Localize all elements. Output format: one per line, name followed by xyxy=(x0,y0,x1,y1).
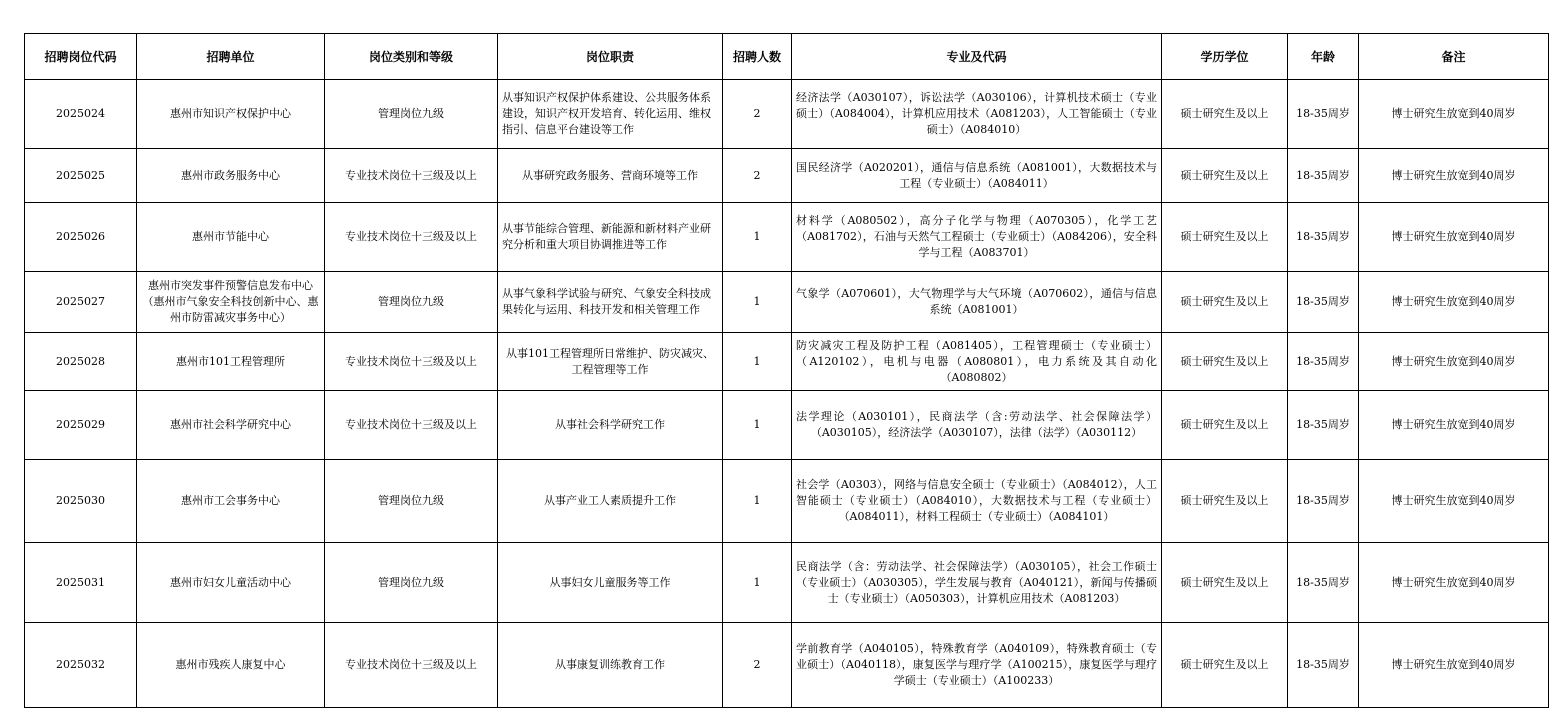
cell-count: 1 xyxy=(723,333,792,391)
header-note: 备注 xyxy=(1359,34,1549,80)
cell-degree: 硕士研究生及以上 xyxy=(1162,391,1288,460)
cell-major: 气象学（A070601），大气物理学与大气环境（A070602），通信与信息系统（A081001） xyxy=(792,272,1162,333)
cell-degree: 硕士研究生及以上 xyxy=(1162,80,1288,149)
cell-age: 18-35周岁 xyxy=(1288,460,1359,543)
cell-unit: 惠州市政务服务中心 xyxy=(137,149,325,203)
cell-age: 18-35周岁 xyxy=(1288,391,1359,460)
cell-duty: 从事研究政务服务、营商环境等工作 xyxy=(498,149,723,203)
cell-code: 2025028 xyxy=(25,333,137,391)
cell-note: 博士研究生放宽到40周岁 xyxy=(1359,460,1549,543)
cell-duty: 从事妇女儿童服务等工作 xyxy=(498,543,723,623)
cell-note: 博士研究生放宽到40周岁 xyxy=(1359,272,1549,333)
cell-age: 18-35周岁 xyxy=(1288,80,1359,149)
cell-unit: 惠州市知识产权保护中心 xyxy=(137,80,325,149)
cell-degree: 硕士研究生及以上 xyxy=(1162,623,1288,708)
cell-count: 1 xyxy=(723,391,792,460)
cell-code: 2025027 xyxy=(25,272,137,333)
cell-duty: 从事知识产权保护体系建设、公共服务体系建设，知识产权开发培育、转化运用、维权指引、信息平台建设等工作 xyxy=(498,80,723,149)
cell-note: 博士研究生放宽到40周岁 xyxy=(1359,623,1549,708)
cell-age: 18-35周岁 xyxy=(1288,203,1359,272)
cell-unit: 惠州市101工程管理所 xyxy=(137,333,325,391)
cell-code: 2025031 xyxy=(25,543,137,623)
cell-degree: 硕士研究生及以上 xyxy=(1162,149,1288,203)
cell-code: 2025025 xyxy=(25,149,137,203)
cell-count: 1 xyxy=(723,272,792,333)
cell-unit: 惠州市节能中心 xyxy=(137,203,325,272)
header-unit: 招聘单位 xyxy=(137,34,325,80)
table-row xyxy=(25,80,1549,149)
cell-duty: 从事气象科学试验与研究、气象安全科技成果转化与运用、科技开发和相关管理工作 xyxy=(498,272,723,333)
cell-category: 专业技术岗位十三级及以上 xyxy=(325,391,498,460)
cell-major: 社会学（A0303），网络与信息安全硕士（专业硕士）（A084012），人工智能硕士（专业硕士）（A084010），大数据技术与工程（专业硕士）（A084011），材料工程硕士（专业硕士）（A084101） xyxy=(792,460,1162,543)
cell-category: 管理岗位九级 xyxy=(325,80,498,149)
header-count: 招聘人数 xyxy=(723,34,792,80)
table-row xyxy=(25,391,1549,460)
cell-code: 2025024 xyxy=(25,80,137,149)
cell-count: 1 xyxy=(723,203,792,272)
cell-note: 博士研究生放宽到40周岁 xyxy=(1359,80,1549,149)
table-row xyxy=(25,623,1549,708)
header-degree: 学历学位 xyxy=(1162,34,1288,80)
cell-note: 博士研究生放宽到40周岁 xyxy=(1359,543,1549,623)
header-duty: 岗位职责 xyxy=(498,34,723,80)
cell-duty: 从事节能综合管理、新能源和新材料产业研究分析和重大项目协调推进等工作 xyxy=(498,203,723,272)
cell-degree: 硕士研究生及以上 xyxy=(1162,272,1288,333)
cell-age: 18-35周岁 xyxy=(1288,333,1359,391)
cell-count: 2 xyxy=(723,80,792,149)
cell-count: 1 xyxy=(723,543,792,623)
cell-duty: 从事康复训练教育工作 xyxy=(498,623,723,708)
cell-duty: 从事社会科学研究工作 xyxy=(498,391,723,460)
table-row xyxy=(25,272,1549,333)
cell-degree: 硕士研究生及以上 xyxy=(1162,460,1288,543)
cell-major: 法学理论（A030101），民商法学（含:劳动法学、社会保障法学）（A030105），经济法学（A030107），法律（法学）（A030112） xyxy=(792,391,1162,460)
cell-unit: 惠州市突发事件预警信息发布中心（惠州市气象安全科技创新中心、惠州市防雷减灾事务中心） xyxy=(137,272,325,333)
cell-age: 18-35周岁 xyxy=(1288,623,1359,708)
table-row xyxy=(25,149,1549,203)
cell-code: 2025030 xyxy=(25,460,137,543)
cell-count: 2 xyxy=(723,623,792,708)
cell-unit: 惠州市社会科学研究中心 xyxy=(137,391,325,460)
recruitment-table xyxy=(24,33,1549,708)
cell-age: 18-35周岁 xyxy=(1288,543,1359,623)
table-row xyxy=(25,543,1549,623)
cell-count: 1 xyxy=(723,460,792,543)
cell-category: 管理岗位九级 xyxy=(325,460,498,543)
header-category: 岗位类别和等级 xyxy=(325,34,498,80)
cell-age: 18-35周岁 xyxy=(1288,272,1359,333)
cell-unit: 惠州市妇女儿童活动中心 xyxy=(137,543,325,623)
header-code: 招聘岗位代码 xyxy=(25,34,137,80)
table-row xyxy=(25,460,1549,543)
table-row xyxy=(25,333,1549,391)
cell-degree: 硕士研究生及以上 xyxy=(1162,333,1288,391)
cell-major: 民商法学（含：劳动法学、社会保障法学）（A030105），社会工作硕士（专业硕士）（A030305），学生发展与教育（A040121），新闻与传播硕士（专业硕士）（A050303），计算机应用技术（A081203） xyxy=(792,543,1162,623)
cell-duty: 从事101工程管理所日常维护、防灾减灾、工程管理等工作 xyxy=(498,333,723,391)
cell-category: 管理岗位九级 xyxy=(325,272,498,333)
header-major: 专业及代码 xyxy=(792,34,1162,80)
cell-category: 专业技术岗位十三级及以上 xyxy=(325,149,498,203)
cell-code: 2025032 xyxy=(25,623,137,708)
cell-note: 博士研究生放宽到40周岁 xyxy=(1359,149,1549,203)
cell-code: 2025026 xyxy=(25,203,137,272)
cell-note: 博士研究生放宽到40周岁 xyxy=(1359,203,1549,272)
cell-degree: 硕士研究生及以上 xyxy=(1162,203,1288,272)
cell-unit: 惠州市工会事务中心 xyxy=(137,460,325,543)
cell-category: 专业技术岗位十三级及以上 xyxy=(325,203,498,272)
cell-duty: 从事产业工人素质提升工作 xyxy=(498,460,723,543)
header-age: 年龄 xyxy=(1288,34,1359,80)
header-row xyxy=(25,34,1549,80)
cell-code: 2025029 xyxy=(25,391,137,460)
cell-degree: 硕士研究生及以上 xyxy=(1162,543,1288,623)
cell-category: 专业技术岗位十三级及以上 xyxy=(325,623,498,708)
cell-count: 2 xyxy=(723,149,792,203)
cell-note: 博士研究生放宽到40周岁 xyxy=(1359,333,1549,391)
cell-unit: 惠州市残疾人康复中心 xyxy=(137,623,325,708)
cell-category: 管理岗位九级 xyxy=(325,543,498,623)
cell-major: 经济法学（A030107），诉讼法学（A030106），计算机技术硕士（专业硕士）（A084004），计算机应用技术（A081203），人工智能硕士（专业硕士）（A084010） xyxy=(792,80,1162,149)
cell-category: 专业技术岗位十三级及以上 xyxy=(325,333,498,391)
cell-major: 学前教育学（A040105），特殊教育学（A040109），特殊教育硕士（专业硕士）（A040118），康复医学与理疗学（A100215），康复医学与理疗学硕士（专业硕士）（A100233） xyxy=(792,623,1162,708)
cell-major: 防灾减灾工程及防护工程（A081405），工程管理硕士（专业硕士）（A120102），电机与电器（A080801），电力系统及其自动化（A080802） xyxy=(792,333,1162,391)
cell-major: 国民经济学（A020201），通信与信息系统（A081001），大数据技术与工程（专业硕士）（A084011） xyxy=(792,149,1162,203)
cell-age: 18-35周岁 xyxy=(1288,149,1359,203)
cell-note: 博士研究生放宽到40周岁 xyxy=(1359,391,1549,460)
cell-major: 材料学（A080502），高分子化学与物理（A070305），化学工艺（A081702），石油与天然气工程硕士（专业硕士）（A084206），安全科学与工程（A083701） xyxy=(792,203,1162,272)
table-row xyxy=(25,203,1549,272)
